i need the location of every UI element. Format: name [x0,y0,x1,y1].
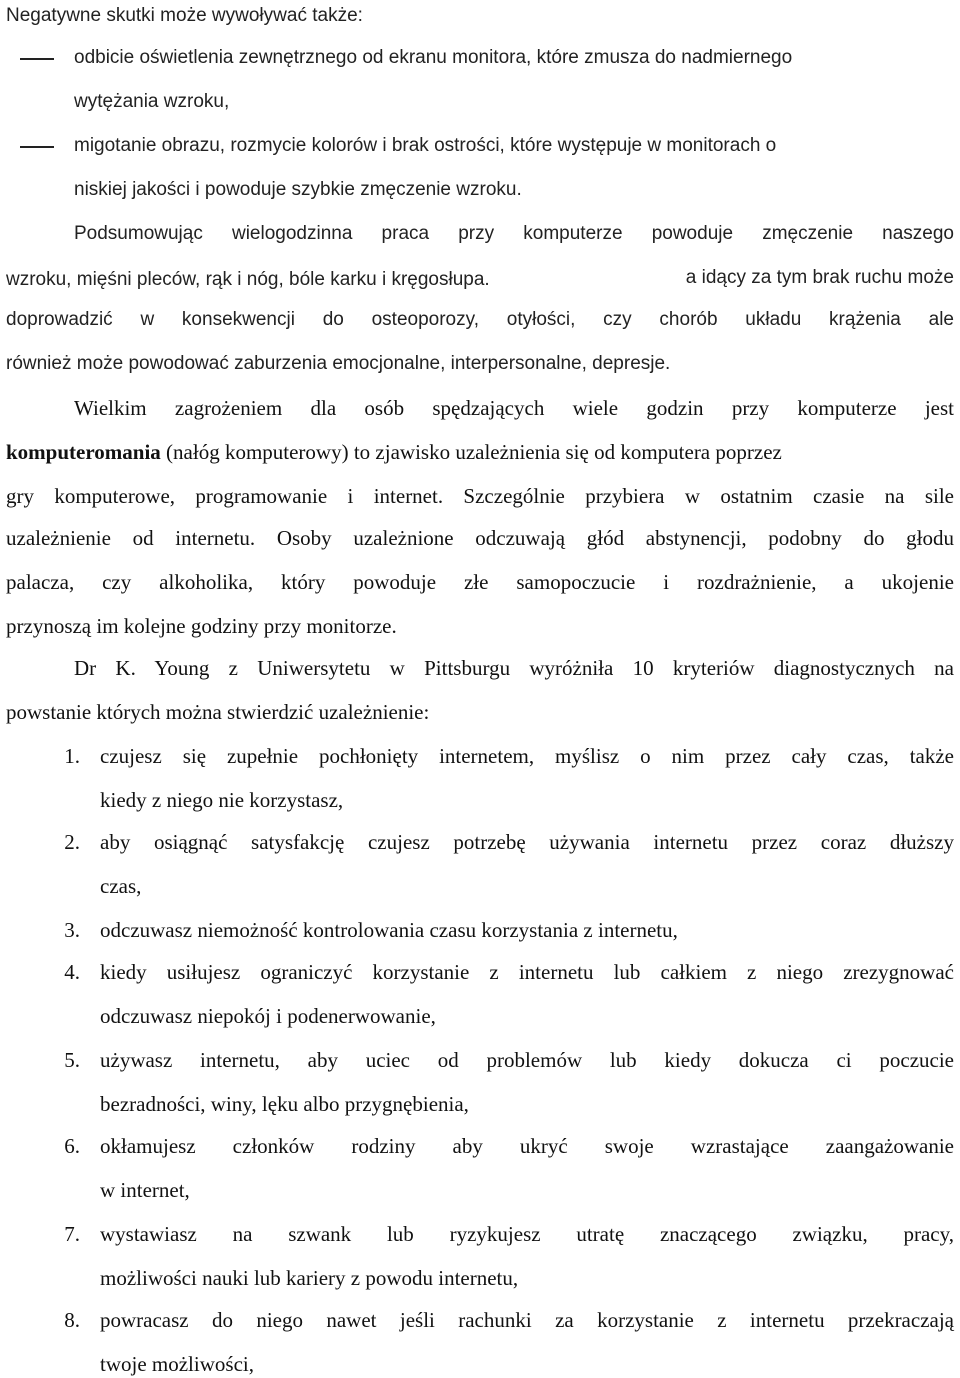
paragraph-line: Dr K. Young z Uniwersytetu w Pittsburgu wyróżniła 10 kryteriów diagnostycznych na [74,656,954,680]
paragraph-line: doprowadzić w konsekwencji do osteoporozy, otyłości, czy chorób układu krążenia ale [6,309,954,330]
paragraph-line: Wielkim zagrożeniem dla osób spędzających wiele godzin przy komputerze jest [74,396,954,420]
paragraph-line: uzależnienie od internetu. Osoby uzależnione odczuwają głód abstynencji, podobny do głodu [6,526,954,550]
dash-bullet [20,58,54,60]
list-number: 6. [64,1134,80,1158]
paragraph-line: przynoszą im kolejne godziny przy monitorze. [6,614,397,638]
list-item-line: kiedy usiłujesz ograniczyć korzystanie z internetu lub całkiem z niego zrezygnować [100,960,954,984]
list-item-line: używasz internetu, aby uciec od problemów lub kiedy dokucza ci poczucie [100,1048,954,1072]
paragraph-fragment: (nałóg komputerowy) to zjawisko uzależnienia się od komputera poprzez [160,440,782,464]
list-number: 5. [64,1048,80,1072]
list-item-line: możliwości nauki lub kariery z powodu internetu, [100,1266,519,1290]
list-item-line: odczuwasz niepokój i podenerwowanie, [100,1004,436,1028]
paragraph-line: Podsumowując wielogodzinna praca przy komputerze powoduje zmęczenie naszego [74,223,954,244]
list-item-line: w internet, [100,1178,190,1202]
paragraph-line: palacza, czy alkoholika, który powoduje złe samopoczucie i rozdrażnienie, a ukojenie [6,570,954,594]
list-number: 1. [64,744,80,768]
list-number: 8. [64,1308,80,1332]
paragraph-line [6,264,954,292]
list-number: 4. [64,960,80,984]
paragraph-fragment: wzroku, mięśni pleców, rąk i nóg, bóle karku i kręgosłupa. [6,269,490,290]
list-item-line: odczuwasz niemożność kontrolowania czasu korzystania z internetu, [100,918,678,942]
paragraph-fragment: a idący za tym brak ruchu może [685,267,954,288]
paragraph-line [6,438,954,466]
bold-term: komputeromania [6,440,161,464]
list-item-line: czujesz się zupełnie pochłonięty internetem, myślisz o nim przez cały czas, także [100,744,954,768]
dash-item-line: wytężania wzroku, [74,91,230,112]
list-number: 3. [64,918,80,942]
paragraph-line: powstanie których można stwierdzić uzależnienie: [6,700,430,724]
dash-item-line: odbicie oświetlenia zewnętrznego od ekranu monitora, które zmusza do nadmiernego [74,47,793,68]
intro-line: Negatywne skutki może wywoływać także: [6,5,363,26]
paragraph-line: gry komputerowe, programowanie i internet. Szczególnie przybiera w ostatnim czasie na sile [6,484,954,508]
list-item-line: wystawiasz na szwank lub ryzykujesz utratę znaczącego związku, pracy, [100,1222,954,1246]
list-item-line: powracasz do niego nawet jeśli rachunki za korzystanie z internetu przekraczają [100,1308,954,1332]
dash-item-line: migotanie obrazu, rozmycie kolorów i brak ostrości, które występuje w monitorach o [74,135,777,156]
list-item-line: kiedy z niego nie korzystasz, [100,788,344,812]
list-item-line: czas, [100,874,142,898]
list-item-line: bezradności, winy, lęku albo przygnębienia, [100,1092,469,1116]
list-number: 7. [64,1222,80,1246]
paragraph-line: również może powodować zaburzenia emocjonalne, interpersonalne, depresje. [6,353,671,374]
list-item-line: twoje możliwości, [100,1352,254,1376]
list-item-line: aby osiągnąć satysfakcję czujesz potrzebę używania internetu przez coraz dłuższy [100,830,954,854]
list-number: 2. [64,830,80,854]
list-item-line: okłamujesz członków rodziny aby ukryć swoje wzrastające zaangażowanie [100,1134,954,1158]
dash-item-line: niskiej jakości i powoduje szybkie zmęczenie wzroku. [74,179,522,200]
dash-bullet [20,146,54,148]
